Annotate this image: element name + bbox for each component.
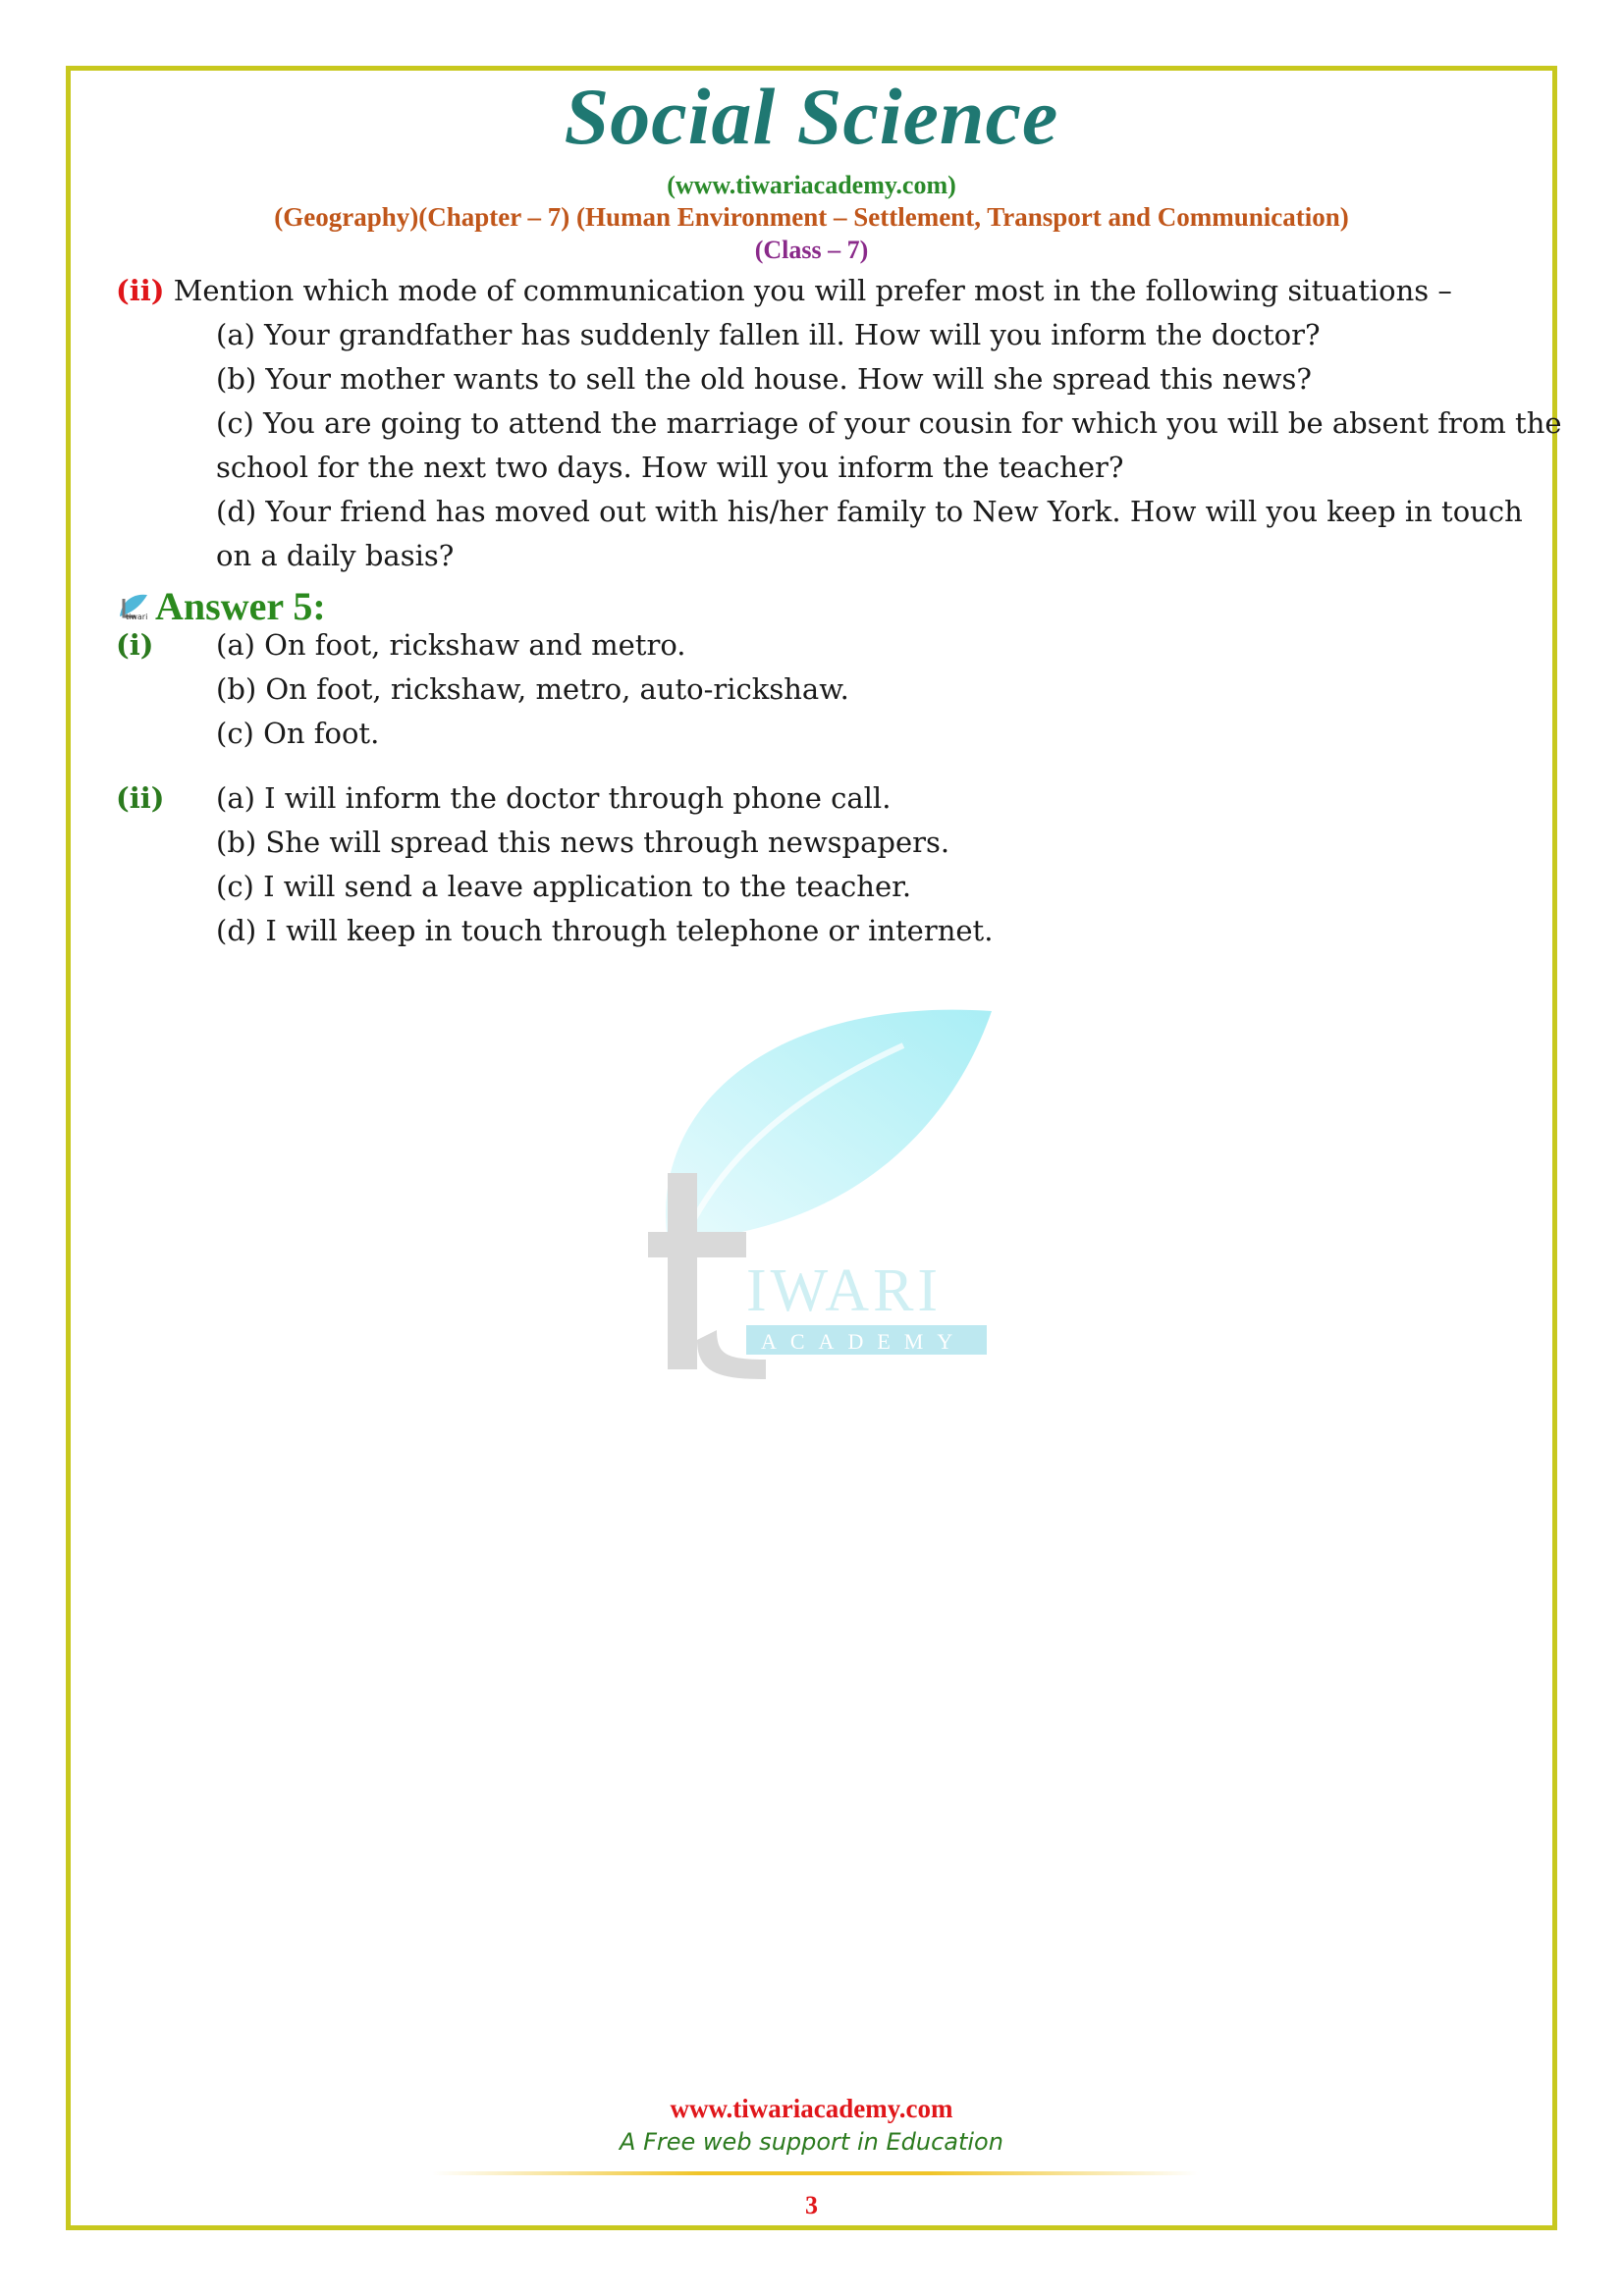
question-part-c: (c) You are going to attend the marriage of your cousin for which you will be absent from the xyxy=(216,406,1562,440)
question-text: Mention which mode of communication you will prefer most in the following situations – xyxy=(173,274,1452,307)
question-part-b: (b) Your mother wants to sell the old house. How will she spread this news? xyxy=(216,362,1312,396)
question-number: (ii) xyxy=(116,274,165,307)
svg-text:tiwari: tiwari xyxy=(126,613,148,620)
question-part-a: (a) Your grandfather has suddenly fallen ill. How will you inform the doctor? xyxy=(216,318,1321,351)
page-title: Social Science xyxy=(564,72,1059,161)
answer-heading xyxy=(116,581,326,630)
leaf-shape xyxy=(666,1010,992,1242)
footer-divider xyxy=(432,2171,1198,2175)
answer-i-item-b: (b) On foot, rickshaw, metro, auto-rickshaw. xyxy=(216,672,849,706)
question-part-c-cont: school for the next two days. How will you inform the teacher? xyxy=(216,451,1124,484)
watermark-subtext: ACADEMY xyxy=(761,1329,967,1354)
answer-ii-item-d: (d) I will keep in touch through telephone or internet. xyxy=(216,914,994,947)
tiwari-academy-watermark xyxy=(628,987,1001,1399)
tiwari-logo-icon xyxy=(116,591,149,620)
chapter-line: (Geography)(Chapter – 7) (Human Environment – Settlement, Transport and Communication) xyxy=(274,202,1349,232)
page-number: 3 xyxy=(805,2191,818,2219)
answer-title: Answer 5: xyxy=(155,583,326,628)
class-line: (Class – 7) xyxy=(754,236,869,264)
answer-i-item-a: (a) On foot, rickshaw and metro. xyxy=(216,628,686,662)
answer-i-item-c: (c) On foot. xyxy=(216,717,380,750)
watermark-text: IWARI xyxy=(746,1257,943,1324)
question-line xyxy=(116,274,1452,307)
t-bar xyxy=(648,1232,746,1257)
question-part-d: (d) Your friend has moved out with his/her family to New York. How will you keep in touch xyxy=(216,495,1523,528)
t-stem xyxy=(668,1173,697,1369)
answer-ii-label: (ii) xyxy=(116,781,165,815)
question-part-d-cont: on a daily basis? xyxy=(216,539,455,572)
answer-ii-item-c: (c) I will send a leave application to the teacher. xyxy=(216,870,912,903)
footer-tagline: A Free web support in Education xyxy=(620,2128,1003,2156)
answer-ii-item-a: (a) I will inform the doctor through phone call. xyxy=(216,781,892,815)
answer-i-label: (i) xyxy=(116,628,154,662)
header-site: (www.tiwariacademy.com) xyxy=(667,171,956,199)
answer-ii-item-b: (b) She will spread this news through newspapers. xyxy=(216,826,950,859)
footer-site-link[interactable]: www.tiwariacademy.com xyxy=(670,2094,953,2123)
